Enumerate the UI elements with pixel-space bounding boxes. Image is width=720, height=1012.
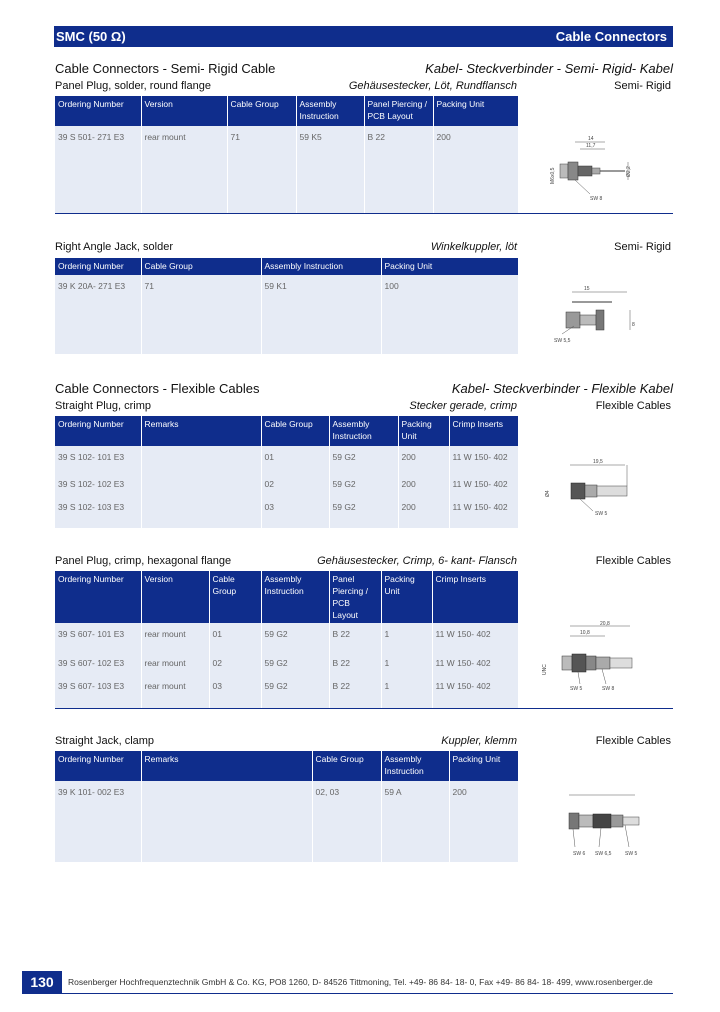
cell-remarks xyxy=(141,446,261,478)
cell-ordering-number: 39 S 607- 102 E3 xyxy=(55,657,141,681)
column-header: Cable Group xyxy=(141,258,261,275)
product-name: Panel Plug, crimp, hexagonal flange xyxy=(55,555,232,567)
page-number: 130 xyxy=(22,971,62,993)
table-row xyxy=(55,501,518,524)
dimension-label: SW 6 xyxy=(573,851,586,857)
column-header: Assembly Instruction xyxy=(261,258,381,275)
dimension-label: SW 5 xyxy=(595,511,608,517)
column-header: Packing Unit xyxy=(449,751,518,781)
dimension-label: 15 xyxy=(584,286,590,292)
cell-assembly: 59 G2 xyxy=(261,680,329,704)
cell-assembly: 59 G2 xyxy=(329,501,398,524)
section-divider xyxy=(55,213,673,214)
footer-rule xyxy=(22,993,673,994)
column-header: Packing Unit xyxy=(381,571,432,623)
cell-cable-group: 02, 03 xyxy=(312,781,381,853)
column-header: Assembly Instruction xyxy=(381,751,449,781)
header-category: Cable Connectors xyxy=(555,29,667,44)
dimension-label: SW 8 xyxy=(602,686,615,692)
cell-cable-group: 01 xyxy=(261,446,329,478)
column-header: Panel Piercing / PCB Layout xyxy=(329,571,381,623)
column-header: Assembly Instruction xyxy=(329,416,398,446)
column-header: Version xyxy=(141,571,209,623)
cell-ordering-number: 39 K 101- 002 E3 xyxy=(55,781,141,853)
drawing-straight-plug xyxy=(545,455,635,520)
column-header: Ordering Number xyxy=(55,571,141,623)
product-table xyxy=(55,416,518,528)
cell-crimp-inserts: 11 W 150- 402 xyxy=(432,623,518,657)
column-header: Crimp Inserts xyxy=(449,416,518,446)
dimension-label: SW 5 xyxy=(570,686,583,692)
cell-ordering-number: 39 S 501- 271 E3 xyxy=(55,126,141,204)
cell-version: rear mount xyxy=(141,126,227,204)
product-name-de: Winkelkuppler, löt xyxy=(430,241,517,253)
product-name: Straight Plug, crimp xyxy=(55,400,151,412)
table-row xyxy=(55,126,518,204)
cell-packing-unit: 100 xyxy=(381,275,518,346)
drawing-right-angle-jack xyxy=(552,282,642,347)
cell-ordering-number: 39 S 102- 102 E3 xyxy=(55,478,141,501)
cell-panel-piercing: B 22 xyxy=(329,623,381,657)
table-row xyxy=(55,781,518,853)
dimension-label: SW 6,5 xyxy=(595,851,612,857)
dimension-label: SW 8 xyxy=(590,196,603,202)
cell-assembly: 59 G2 xyxy=(329,478,398,501)
column-header: Remarks xyxy=(141,751,312,781)
column-header: Ordering Number xyxy=(55,96,141,126)
cell-version: rear mount xyxy=(141,680,209,704)
section-title-semi-rigid-de: Kabel- Steckverbinder - Semi- Rigid- Kabel xyxy=(425,61,673,76)
table-row xyxy=(55,657,518,681)
column-header: Panel Piercing / PCB Layout xyxy=(364,96,433,126)
table-row xyxy=(55,623,518,657)
dimension-label: 14 xyxy=(588,136,594,142)
drawing-panel-plug xyxy=(550,132,640,207)
cell-crimp-inserts: 11 W 150- 402 xyxy=(449,501,518,524)
column-header: Cable Group xyxy=(227,96,296,126)
column-header: Packing Unit xyxy=(398,416,449,446)
product-table xyxy=(55,751,518,862)
cell-packing-unit: 1 xyxy=(381,657,432,681)
cell-assembly: 59 K5 xyxy=(296,126,364,204)
cell-cable-group: 71 xyxy=(141,275,261,346)
cell-packing-unit: 200 xyxy=(398,501,449,524)
dimension-label: M6x0,5 xyxy=(550,167,556,184)
cell-cable-group: 03 xyxy=(261,501,329,524)
column-header: Version xyxy=(141,96,227,126)
cell-remarks xyxy=(141,478,261,501)
footer-address: Rosenberger Hochfrequenztechnik GmbH & Co. KG, PO8 1260, D- 84526 Tittmoning, Tel. +49- 86 84- 18- 0, Fax +49- 86 84- 18- 499, www.rosenberger.de xyxy=(68,977,653,987)
column-header: Remarks xyxy=(141,416,261,446)
cell-assembly: 59 G2 xyxy=(329,446,398,478)
dimension-label: 8 xyxy=(632,322,635,328)
dimension-label: Ø4 xyxy=(545,490,551,497)
column-header: Assembly Instruction xyxy=(296,96,364,126)
cell-ordering-number: 39 K 20A- 271 E3 xyxy=(55,275,141,346)
product-table xyxy=(55,571,518,708)
cell-panel-piercing: B 22 xyxy=(329,657,381,681)
cell-assembly: 59 K1 xyxy=(261,275,381,346)
table-row xyxy=(55,446,518,478)
column-header: Ordering Number xyxy=(55,258,141,275)
product-name-de: Gehäusestecker, Löt, Rundflansch xyxy=(348,80,517,92)
section-title-flexible-de: Kabel- Steckverbinder - Flexible Kabel xyxy=(451,381,673,396)
table-row xyxy=(55,680,518,704)
dimension-label: UNC xyxy=(542,664,548,675)
section-title-semi-rigid: Cable Connectors - Semi- Rigid Cable xyxy=(55,61,276,76)
product-name-de: Kuppler, klemm xyxy=(441,735,517,747)
cell-panel-piercing: B 22 xyxy=(364,126,433,204)
cell-ordering-number: 39 S 607- 103 E3 xyxy=(55,680,141,704)
header-bar xyxy=(54,26,673,47)
cell-crimp-inserts: 11 W 150- 402 xyxy=(449,446,518,478)
product-name-de: Gehäusestecker, Crimp, 6- kant- Flansch xyxy=(317,555,517,567)
product-category: Flexible Cables xyxy=(595,735,671,747)
cell-cable-group: 01 xyxy=(209,623,261,657)
cell-ordering-number: 39 S 102- 103 E3 xyxy=(55,501,141,524)
column-header: Cable Group xyxy=(261,416,329,446)
product-name-de: Stecker gerade, crimp xyxy=(409,400,517,412)
drawing-panel-plug-hex xyxy=(540,620,640,700)
dimension-label: 19,5 xyxy=(593,459,603,465)
cell-assembly: 59 G2 xyxy=(261,623,329,657)
cell-version: rear mount xyxy=(141,623,209,657)
table-row xyxy=(55,275,518,346)
drawing-straight-jack xyxy=(555,785,645,860)
cell-cable-group: 03 xyxy=(209,680,261,704)
column-header: Cable Group xyxy=(312,751,381,781)
cell-cable-group: 02 xyxy=(261,478,329,501)
column-header: Assembly Instruction xyxy=(261,571,329,623)
cell-ordering-number: 39 S 102- 101 E3 xyxy=(55,446,141,478)
cell-cable-group: 02 xyxy=(209,657,261,681)
cell-panel-piercing: B 22 xyxy=(329,680,381,704)
cell-version: rear mount xyxy=(141,657,209,681)
cell-crimp-inserts: 11 W 150- 402 xyxy=(449,478,518,501)
dimension-label: Ø2,2 xyxy=(626,166,632,177)
column-header: Cable Group xyxy=(209,571,261,623)
product-name: Right Angle Jack, solder xyxy=(55,241,174,253)
cell-packing-unit: 200 xyxy=(433,126,518,204)
section-title-flexible: Cable Connectors - Flexible Cables xyxy=(55,381,260,396)
cell-cable-group: 71 xyxy=(227,126,296,204)
section-divider xyxy=(55,708,673,709)
cell-packing-unit: 1 xyxy=(381,623,432,657)
cell-remarks xyxy=(141,781,312,853)
cell-crimp-inserts: 11 W 150- 402 xyxy=(432,657,518,681)
column-header: Ordering Number xyxy=(55,416,141,446)
product-table xyxy=(55,96,518,213)
column-header: Crimp Inserts xyxy=(432,571,518,623)
column-header: Ordering Number xyxy=(55,751,141,781)
cell-assembly: 59 A xyxy=(381,781,449,853)
product-category: Flexible Cables xyxy=(595,555,671,567)
dimension-label: SW 5 xyxy=(625,851,638,857)
product-name: Panel Plug, solder, round flange xyxy=(55,80,211,92)
product-category: Semi- Rigid xyxy=(614,80,671,92)
product-category: Semi- Rigid xyxy=(614,241,671,253)
dimension-label: SW 5,5 xyxy=(554,338,571,344)
cell-packing-unit: 1 xyxy=(381,680,432,704)
header-title: SMC (50 Ω) xyxy=(56,29,126,44)
product-name: Straight Jack, clamp xyxy=(55,735,155,747)
dimension-label: 20,8 xyxy=(600,621,610,627)
product-category: Flexible Cables xyxy=(595,400,671,412)
column-header: Packing Unit xyxy=(381,258,518,275)
table-row xyxy=(55,478,518,501)
cell-crimp-inserts: 11 W 150- 402 xyxy=(432,680,518,704)
dimension-label: 10,8 xyxy=(580,630,590,636)
cell-packing-unit: 200 xyxy=(398,446,449,478)
cell-packing-unit: 200 xyxy=(449,781,518,853)
cell-packing-unit: 200 xyxy=(398,478,449,501)
product-table xyxy=(55,258,518,354)
cell-assembly: 59 G2 xyxy=(261,657,329,681)
dimension-label: 11,7 xyxy=(586,143,596,149)
cell-remarks xyxy=(141,501,261,524)
column-header: Packing Unit xyxy=(433,96,518,126)
cell-ordering-number: 39 S 607- 101 E3 xyxy=(55,623,141,657)
